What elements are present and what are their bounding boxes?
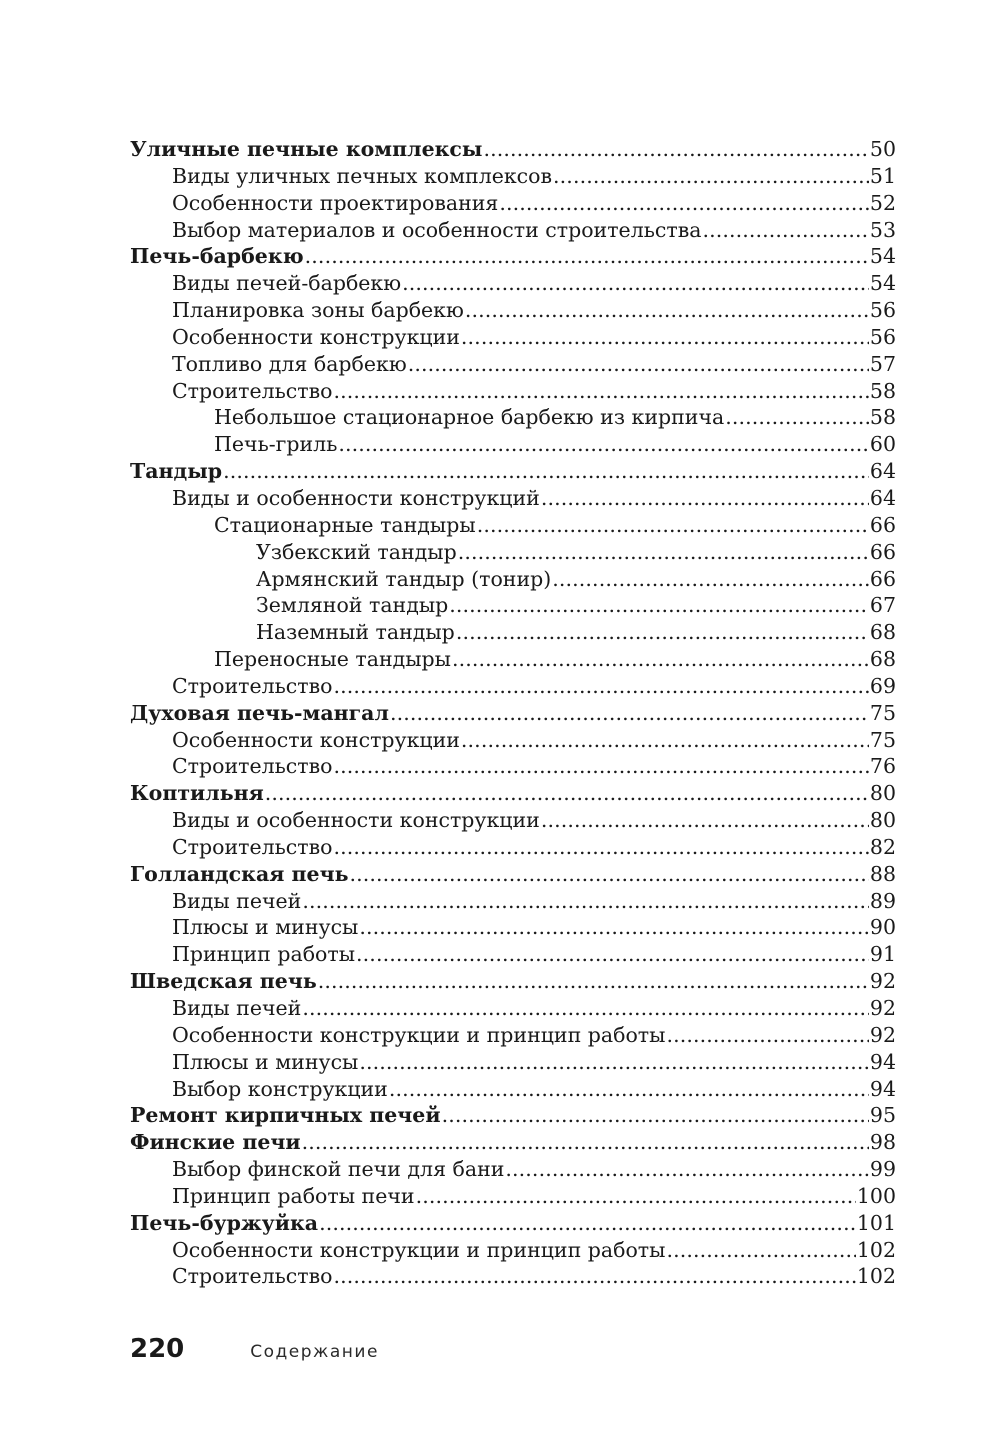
toc-subentry <box>130 324 896 351</box>
page-footer <box>130 1334 379 1364</box>
toc-entry-title: Виды и особенности конструкции <box>172 808 540 833</box>
toc-entry-page: 98 <box>869 1130 896 1155</box>
toc-entry-title: Плюсы и минусы <box>172 1049 359 1074</box>
toc-subentry <box>130 1263 896 1290</box>
toc-entry-title: Земляной тандыр <box>256 593 449 618</box>
dot-leader <box>449 592 869 619</box>
dot-leader <box>334 1263 856 1290</box>
toc-entry-page: 56 <box>869 298 896 323</box>
toc-subentry <box>130 190 896 217</box>
dot-leader <box>338 431 869 458</box>
toc-entry-title: Особенности конструкции <box>172 324 460 349</box>
toc-entry-title: Строительство <box>172 1264 333 1289</box>
toc-chapter-entry <box>130 243 896 270</box>
toc-chapter-entry <box>130 780 896 807</box>
toc-entry-page: 54 <box>869 244 896 269</box>
dot-leader <box>505 1156 869 1183</box>
toc-subentry <box>130 163 896 190</box>
toc-entry-page: 102 <box>856 1264 896 1289</box>
toc-entry-page: 66 <box>869 566 896 591</box>
toc-entry-page: 51 <box>869 163 896 188</box>
toc-entry-page: 82 <box>869 834 896 859</box>
dot-leader <box>408 351 869 378</box>
toc-subentry <box>130 431 896 458</box>
dot-leader <box>458 539 869 566</box>
toc-entry-title: Принцип работы <box>172 942 356 967</box>
toc-entry-page: 57 <box>869 351 896 376</box>
dot-leader <box>350 861 869 888</box>
dot-leader <box>389 1076 869 1103</box>
toc-entry-page: 92 <box>869 1022 896 1047</box>
dot-leader <box>465 297 869 324</box>
toc-entry-page: 56 <box>869 324 896 349</box>
toc-entry-title: Выбор конструкции <box>172 1076 388 1101</box>
toc-entry-page: 75 <box>869 727 896 752</box>
dot-leader <box>442 1102 869 1129</box>
toc-subentry <box>130 1022 896 1049</box>
dot-leader <box>265 780 869 807</box>
toc-subentry <box>130 1076 896 1103</box>
toc-entry-title: Выбор материалов и особенности строительства <box>172 217 702 242</box>
toc-entry-page: 80 <box>869 808 896 833</box>
toc-chapter-entry <box>130 1102 896 1129</box>
toc-subentry <box>130 270 896 297</box>
dot-leader <box>702 217 868 244</box>
dot-leader <box>334 378 869 405</box>
toc-entry-page: 66 <box>869 539 896 564</box>
toc-entry-title: Особенности конструкции и принцип работы <box>172 1237 666 1262</box>
toc-entry-title: Печь-гриль <box>214 432 338 457</box>
toc-entry-title: Строительство <box>172 378 333 403</box>
toc-entry-title: Армянский тандыр (тонир) <box>256 566 552 591</box>
toc-subentry <box>130 834 896 861</box>
toc-entry-page: 100 <box>856 1183 896 1208</box>
toc-entry-page: 102 <box>856 1237 896 1262</box>
toc-entry-title: Финские печи <box>130 1130 301 1155</box>
toc-entry-page: 90 <box>869 915 896 940</box>
toc-entry-page: 60 <box>869 432 896 457</box>
toc-entry-title: Ремонт кирпичных печей <box>130 1103 441 1128</box>
page-number: 220 <box>130 1334 185 1364</box>
toc-chapter-entry <box>130 136 896 163</box>
toc-subentry <box>130 646 896 673</box>
toc-subentry <box>130 378 896 405</box>
dot-leader <box>305 243 869 270</box>
toc-entry-title: Особенности конструкции и принцип работы <box>172 1022 666 1047</box>
toc-entry-title: Уличные печные комплексы <box>130 137 483 161</box>
toc-subentry <box>130 941 896 968</box>
toc-entry-title: Переносные тандыры <box>214 647 451 672</box>
toc-entry-title: Печь-буржуйка <box>130 1210 319 1235</box>
toc-entry-page: 92 <box>869 969 896 994</box>
toc-entry-title: Принцип работы печи <box>172 1183 415 1208</box>
toc-entry-page: 88 <box>869 861 896 886</box>
toc-subentry <box>130 914 896 941</box>
toc-subentry <box>130 512 896 539</box>
toc-chapter-entry <box>130 968 896 995</box>
toc-entry-title: Плюсы и минусы <box>172 915 359 940</box>
toc-entry-page: 99 <box>869 1157 896 1182</box>
toc-entry-title: Строительство <box>172 834 333 859</box>
toc-subentry <box>130 673 896 700</box>
dot-leader <box>334 753 869 780</box>
dot-leader <box>416 1183 856 1210</box>
dot-leader <box>477 512 869 539</box>
dot-leader <box>499 190 869 217</box>
toc-entry-page: 54 <box>869 271 896 296</box>
toc-subentry <box>130 1049 896 1076</box>
toc-subentry <box>130 753 896 780</box>
dot-leader <box>334 673 869 700</box>
toc-entry-title: Строительство <box>172 673 333 698</box>
toc-entry-page: 101 <box>856 1210 896 1235</box>
toc-entry-title: Коптильня <box>130 781 264 806</box>
toc-entry-title: Особенности проектирования <box>172 190 499 215</box>
dot-leader <box>666 1237 855 1264</box>
toc-entry-title: Виды печей <box>172 888 302 913</box>
running-section-title: Содержание <box>250 1342 379 1362</box>
toc-entry-page: 69 <box>869 673 896 698</box>
toc-entry-title: Топливо для барбекю <box>172 351 407 376</box>
toc-entry-page: 67 <box>869 593 896 618</box>
dot-leader <box>461 727 869 754</box>
toc-chapter-entry <box>130 1129 896 1156</box>
toc-entry-title: Виды печей-барбекю <box>172 271 402 296</box>
toc-entry-title: Планировка зоны барбекю <box>172 298 464 323</box>
toc-entry-page: 58 <box>869 378 896 403</box>
toc-subentry <box>130 1183 896 1210</box>
toc-entry-title: Шведская печь <box>130 969 317 994</box>
toc-entry-page: 66 <box>869 512 896 537</box>
toc-entry-title: Виды печей <box>172 996 302 1020</box>
dot-leader <box>223 458 869 485</box>
dot-leader <box>553 163 869 190</box>
toc-entry-title: Виды и особенности конструкций <box>172 485 540 510</box>
toc-entry-page: 94 <box>869 1049 896 1074</box>
toc-entry-title: Выбор финской печи для бани <box>172 1157 505 1182</box>
toc-entry-page: 64 <box>869 459 896 484</box>
dot-leader <box>390 700 869 727</box>
toc-entry-page: 91 <box>869 942 896 967</box>
dot-leader <box>302 995 869 1022</box>
toc-entry-page: 75 <box>869 700 896 725</box>
toc-subentry <box>130 619 896 646</box>
dot-leader <box>725 404 869 431</box>
toc-entry-title: Печь-барбекю <box>130 244 304 269</box>
toc-entry-page: 50 <box>869 137 896 161</box>
toc-entry-page: 58 <box>869 405 896 430</box>
toc-subentry <box>130 485 896 512</box>
toc-subentry <box>130 539 896 566</box>
table-of-contents <box>130 136 896 1290</box>
toc-subentry <box>130 807 896 834</box>
toc-entry-page: 68 <box>869 620 896 645</box>
dot-leader <box>461 324 869 351</box>
toc-entry-title: Небольшое стационарное барбекю из кирпича <box>214 405 725 430</box>
toc-chapter-entry <box>130 861 896 888</box>
toc-entry-title: Строительство <box>172 754 333 779</box>
toc-subentry <box>130 995 896 1022</box>
dot-leader <box>552 566 869 593</box>
toc-entry-page: 94 <box>869 1076 896 1101</box>
toc-entry-title: Духовая печь-мангал <box>130 700 389 725</box>
dot-leader <box>452 646 869 673</box>
dot-leader <box>483 136 868 163</box>
toc-subentry <box>130 888 896 915</box>
toc-subentry <box>130 1156 896 1183</box>
toc-entry-page: 76 <box>869 754 896 779</box>
toc-entry-title: Узбекский тандыр <box>256 539 457 564</box>
toc-subentry <box>130 404 896 431</box>
toc-chapter-entry <box>130 1210 896 1237</box>
toc-entry-page: 92 <box>869 996 896 1020</box>
dot-leader <box>302 888 869 915</box>
toc-subentry <box>130 217 896 244</box>
toc-entry-title: Тандыр <box>130 459 223 484</box>
dot-leader <box>302 1129 869 1156</box>
toc-entry-title: Виды уличных печных комплексов <box>172 163 553 188</box>
dot-leader <box>541 807 869 834</box>
toc-entry-title: Стационарные тандыры <box>214 512 476 537</box>
toc-entry-page: 89 <box>869 888 896 913</box>
toc-subentry <box>130 351 896 378</box>
dot-leader <box>319 1210 856 1237</box>
toc-subentry <box>130 1237 896 1264</box>
toc-entry-page: 64 <box>869 485 896 510</box>
toc-subentry <box>130 727 896 754</box>
toc-entry-page: 80 <box>869 781 896 806</box>
toc-entry-page: 68 <box>869 647 896 672</box>
dot-leader <box>402 270 869 297</box>
toc-subentry <box>130 592 896 619</box>
toc-entry-title: Голландская печь <box>130 861 349 886</box>
toc-chapter-entry <box>130 700 896 727</box>
toc-chapter-entry <box>130 458 896 485</box>
dot-leader <box>318 968 869 995</box>
dot-leader <box>356 941 869 968</box>
toc-entry-title: Наземный тандыр <box>256 620 455 645</box>
toc-entry-page: 53 <box>869 217 896 242</box>
dot-leader <box>666 1022 868 1049</box>
toc-entry-page: 52 <box>869 190 896 215</box>
toc-entry-page: 95 <box>869 1103 896 1128</box>
dot-leader <box>359 914 869 941</box>
toc-subentry <box>130 297 896 324</box>
dot-leader <box>359 1049 869 1076</box>
toc-subentry <box>130 566 896 593</box>
dot-leader <box>334 834 869 861</box>
dot-leader <box>541 485 869 512</box>
toc-entry-title: Особенности конструкции <box>172 727 460 752</box>
dot-leader <box>456 619 869 646</box>
